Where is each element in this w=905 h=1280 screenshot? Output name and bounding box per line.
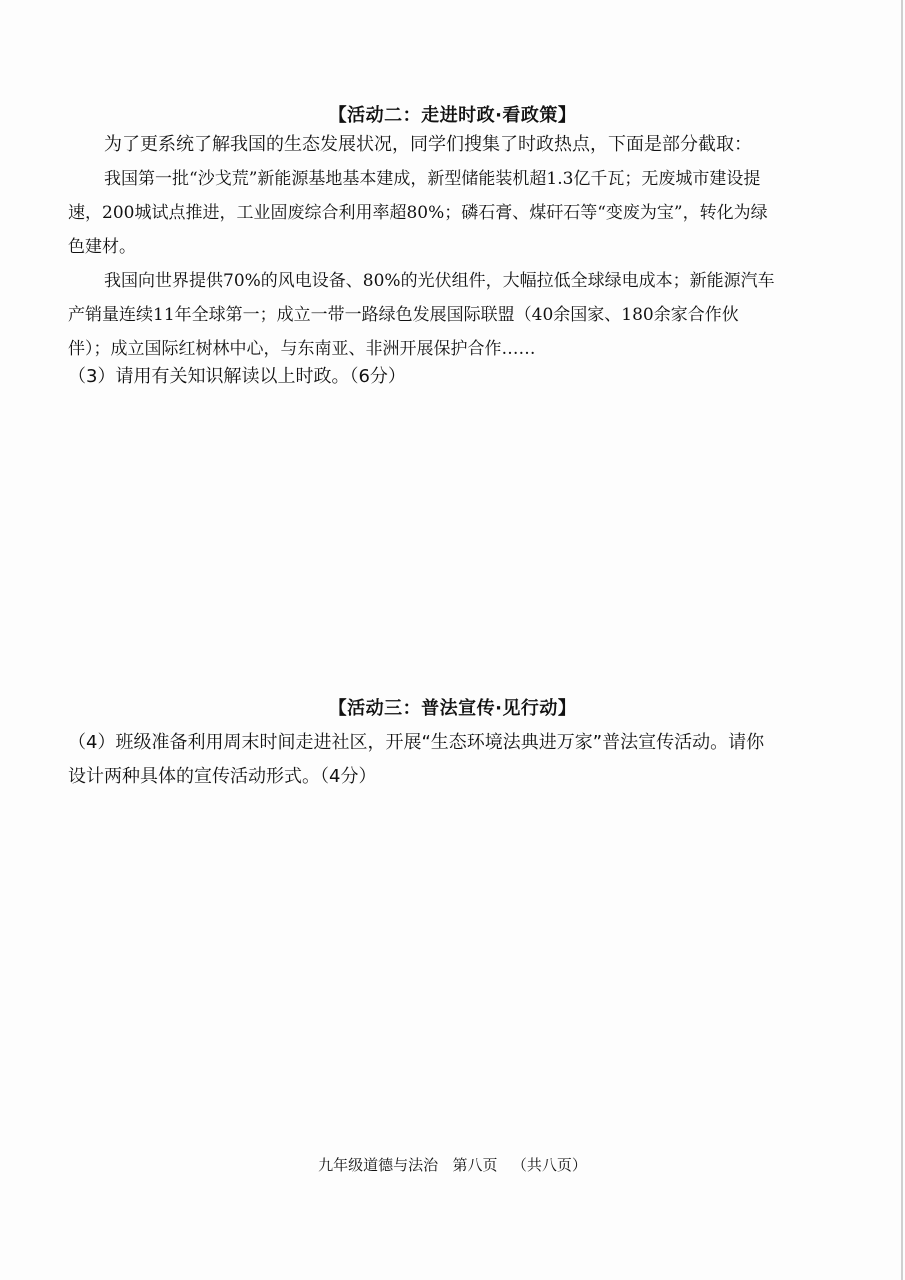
- answer-space-four: [68, 800, 780, 1130]
- footer-page-number: 第八页: [452, 1156, 498, 1174]
- news-paragraph-two: 我国向世界提供70%的风电设备、80%的光伏组件，大幅拉低全球绿电成本；新能源汽车产销量连续11年全球第一；成立一带一路绿色发展国际联盟（40余国家、180余家合作伙伴）；成立国际红树林中心，与东南亚、非洲开展保护合作……: [68, 271, 775, 359]
- news-paragraph-one: 我国第一批“沙戈荒”新能源基地基本建成，新型储能装机超1.3亿千瓦；无废城市建设提速，200城试点推进，工业固废综合利用率超80%；磷石膏、煤矸石等“变废为宝”，转化为绿色建材。: [68, 169, 768, 257]
- footer-subject: 九年级道德与法治: [318, 1156, 439, 1174]
- footer-page-total: （共八页）: [511, 1156, 587, 1174]
- question-three: （3）请用有关知识解读以上时政。（6分）: [68, 366, 406, 387]
- activity-three-heading: 【活动三：普法宣传·见行动】: [328, 698, 577, 719]
- question-four: （4）班级准备利用周末时间走进社区，开展“生态环境法典进万家”普法宣传活动。请你设计两种具体的宣传活动形式。（4分）: [68, 732, 765, 787]
- activity-two-heading: 【活动二：走进时政·看政策】: [328, 105, 577, 126]
- answer-space-three: [68, 405, 780, 675]
- activity-two-intro: 为了更系统了解我国的生态发展状况，同学们搜集了时政热点，下面是部分截取：: [104, 134, 752, 155]
- page-footer: [0, 1154, 905, 1175]
- page-edge-line: [901, 0, 903, 1280]
